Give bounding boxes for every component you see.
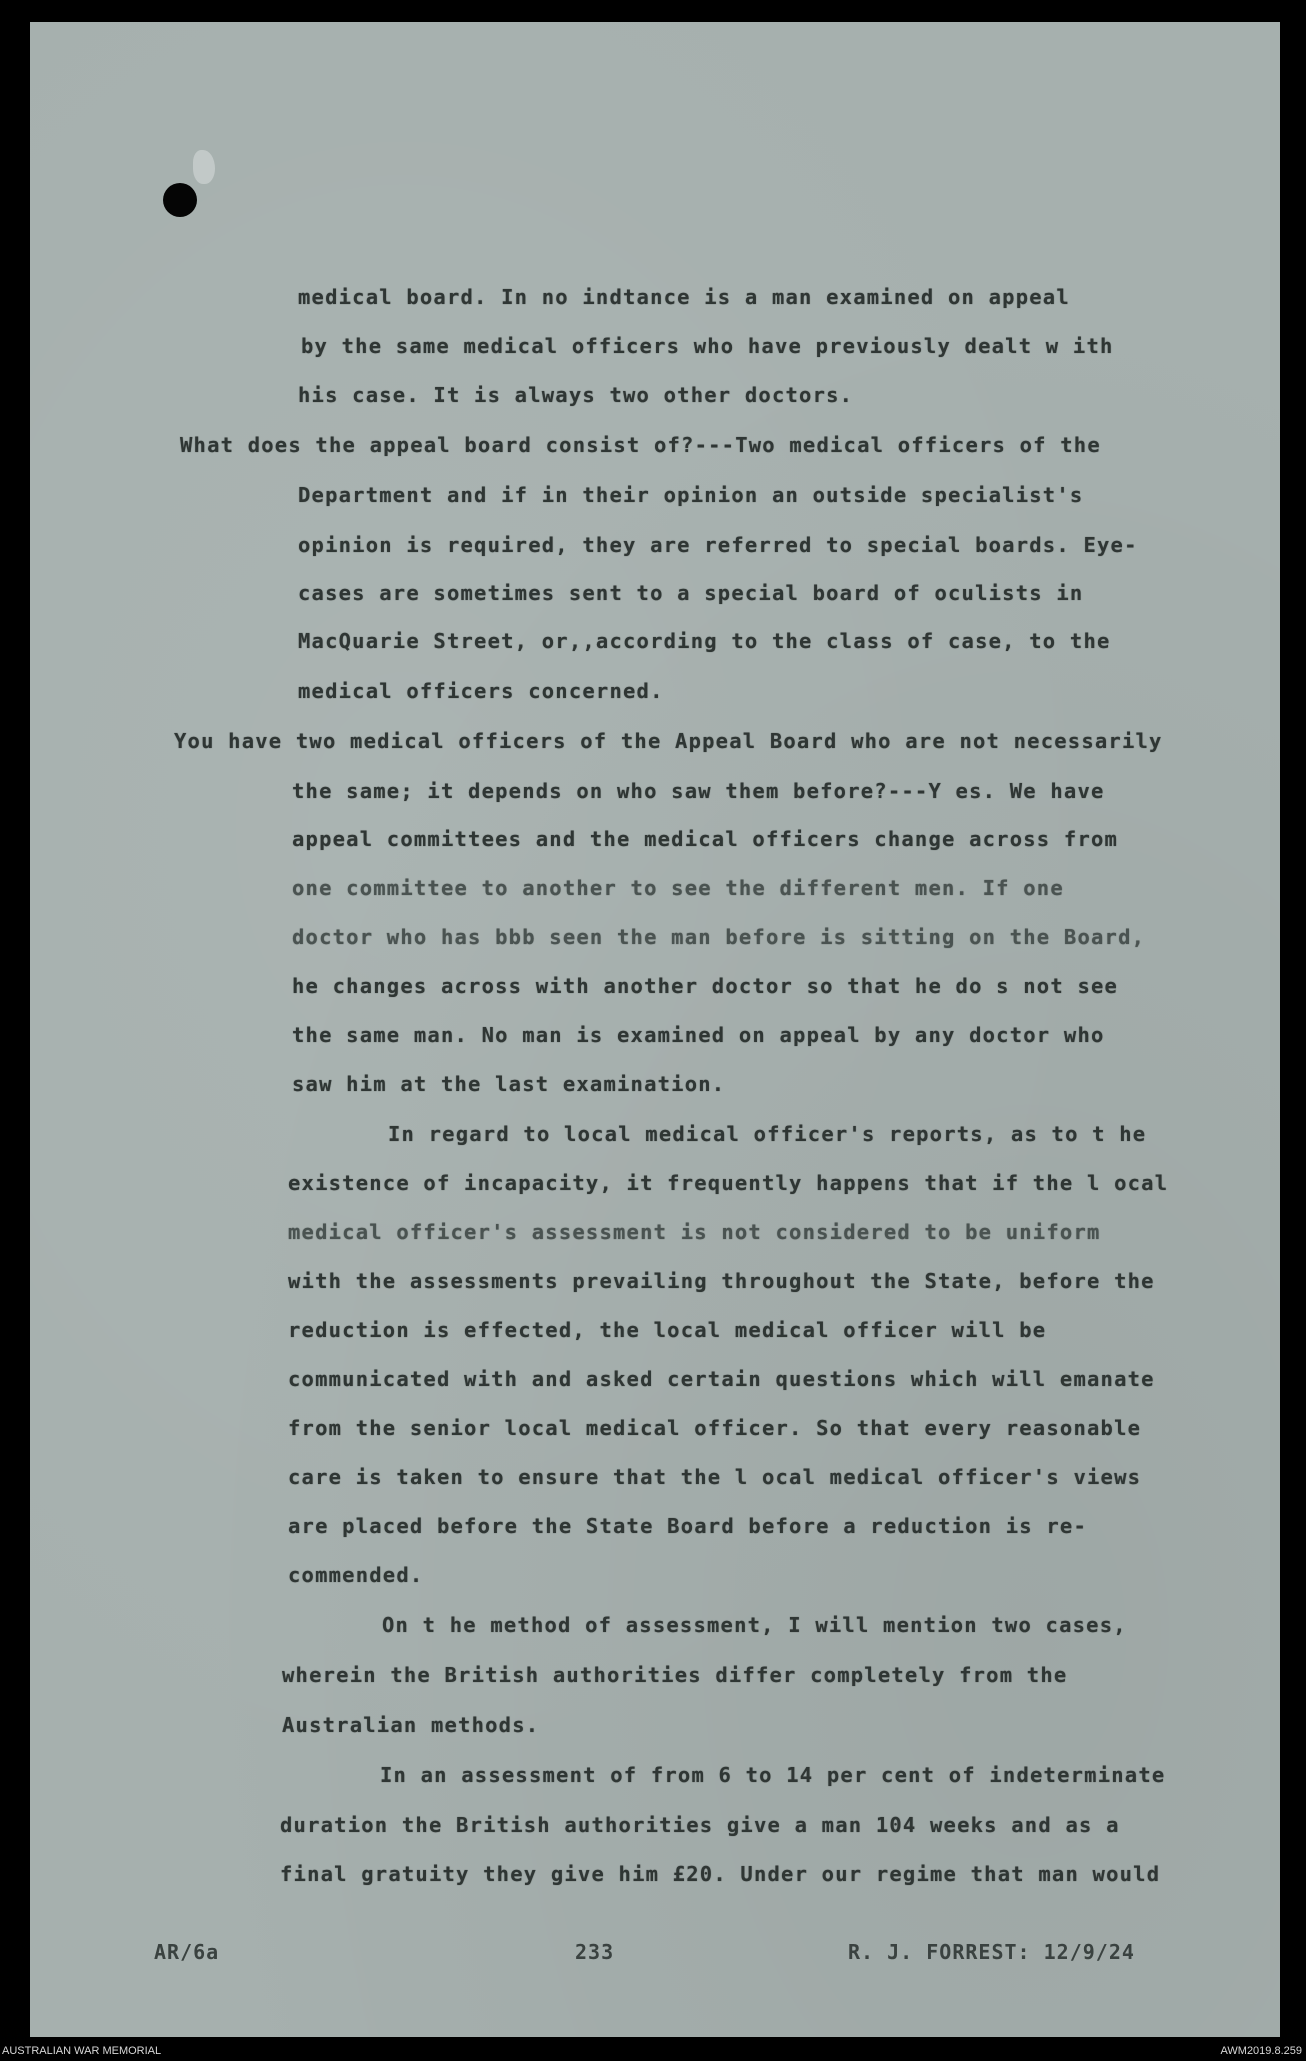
text-line: MacQuarie Street, or,,according to the class of case, to the (298, 629, 1111, 653)
text-line: On t he method of assessment, I will mention two cases, (382, 1613, 1127, 1637)
paper-tear-mark (193, 150, 215, 184)
text-line: Australian methods. (282, 1713, 540, 1737)
text-line: medical officers concerned. (298, 679, 664, 703)
text-line: with the assessments prevailing throughout the State, before the (288, 1269, 1155, 1293)
text-line: doctor who has bbb seen the man before is sitting on the Board, (292, 925, 1146, 949)
document-page (30, 22, 1280, 2037)
text-line: In regard to local medical officer's reports, as to t he (388, 1122, 1147, 1146)
question-line: What does the appeal board consist of?---Two medical officers of the (180, 433, 1101, 457)
text-line: In an assessment of from 6 to 14 per cent of indeterminate (380, 1763, 1166, 1787)
text-line: cases are sometimes sent to a special board of oculists in (298, 581, 1084, 605)
text-line: opinion is required, they are referred to special boards. Eye- (298, 533, 1138, 557)
text-line: duration the British authorities give a man 104 weeks and as a (280, 1813, 1120, 1837)
footer-page-number: 233 (575, 1940, 615, 1964)
text-line: one committee to another to see the different men. If one (292, 876, 1064, 900)
text-line: medical officer's assessment is not considered to be uniform (288, 1220, 1101, 1244)
text-line: the same; it depends on who saw them before?---Y es. We have (292, 779, 1105, 803)
text-line: Department and if in their opinion an outside specialist's (298, 483, 1084, 507)
text-line: existence of incapacity, it frequently happens that if the l ocal (288, 1171, 1169, 1195)
institution-caption: AUSTRALIAN WAR MEMORIAL (2, 2045, 162, 2057)
text-line: he changes across with another doctor so that he do s not see (292, 974, 1119, 998)
footer-author-date: R. J. FORREST: 12/9/24 (848, 1940, 1135, 1964)
text-line: care is taken to ensure that the l ocal medical officer's views (288, 1465, 1142, 1489)
question-line: You have two medical officers of the Appeal Board who are not necessarily (174, 729, 1163, 753)
punch-hole (163, 183, 197, 217)
text-line: his case. It is always two other doctors. (298, 383, 854, 407)
text-line: by the same medical officers who have previously dealt w ith (301, 334, 1114, 358)
text-line: final gratuity they give him £20. Under our regime that man would (280, 1862, 1161, 1886)
text-line: are placed before the State Board before a reduction is re- (288, 1514, 1087, 1538)
text-line: commended. (288, 1563, 424, 1587)
text-line: wherein the British authorities differ completely from the (282, 1663, 1068, 1687)
text-line: communicated with and asked certain questions which will emanate (288, 1367, 1155, 1391)
text-line: reduction is effected, the local medical officer will be (288, 1318, 1047, 1342)
text-line: the same man. No man is examined on appeal by any doctor who (292, 1023, 1105, 1047)
text-line: from the senior local medical officer. So that every reasonable (288, 1416, 1142, 1440)
text-line: medical board. In no indtance is a man examined on appeal (298, 285, 1070, 309)
text-line: saw him at the last examination. (292, 1072, 726, 1096)
item-id-caption: AWM2019.8.259 (1220, 2045, 1302, 2057)
text-line: appeal committees and the medical officers change across from (292, 827, 1119, 851)
footer-reference: AR/6a (154, 1940, 220, 1964)
